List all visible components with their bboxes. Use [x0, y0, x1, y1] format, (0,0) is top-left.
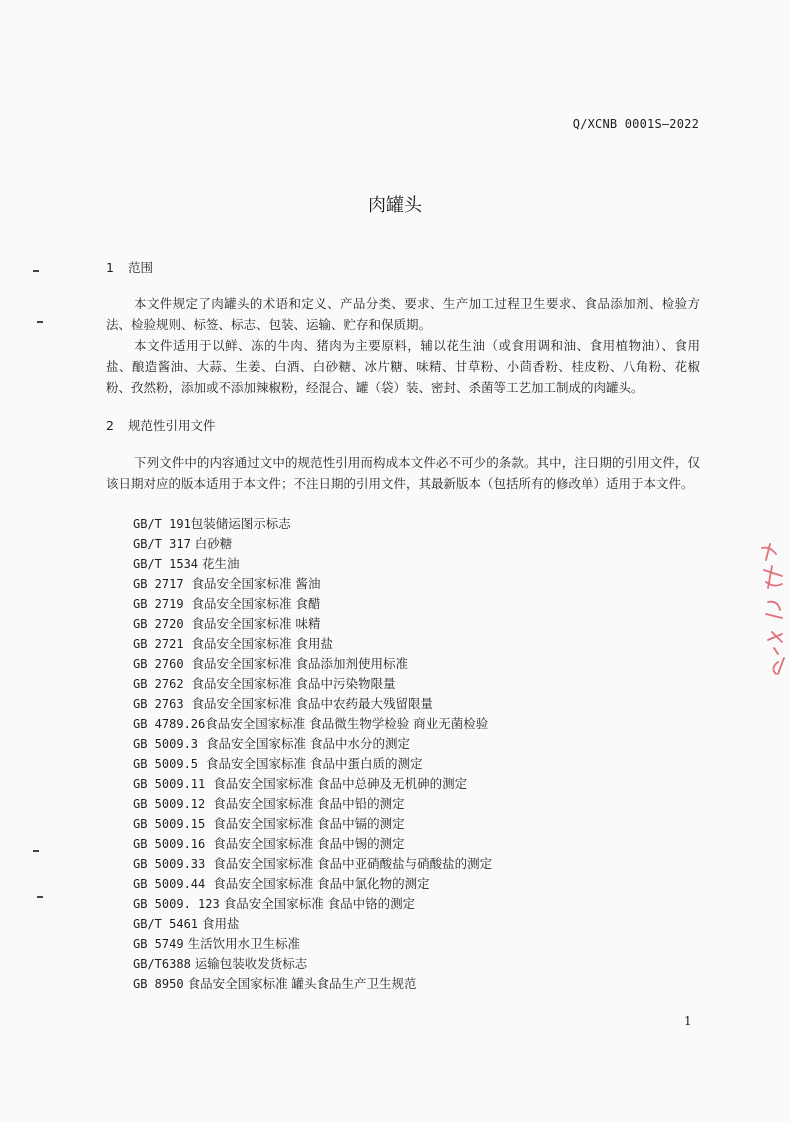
reference-code: GB/T 1534 — [133, 557, 199, 571]
reference-code: GB/T 191 — [133, 517, 191, 531]
reference-item — [133, 694, 492, 714]
reference-code: GB 4789.26 — [133, 717, 206, 731]
reference-title: 食品安全国家标准 食品中水分的测定 — [205, 736, 410, 751]
section-number: 2 — [106, 418, 114, 433]
reference-title: 花生油 — [202, 556, 240, 571]
reference-separator — [198, 736, 206, 751]
references-intro-paragraph: 下列文件中的内容通过文中的规范性引用而构成本文件必不可少的条款。其中，注日期的引用文件，仅该日期对应的版本适用于本文件；不注日期的引用文件，其最新版本（包括所有的修改单）适用于本文件。 — [106, 455, 700, 491]
reference-separator — [184, 596, 192, 611]
reference-code: GB 2719 — [133, 597, 184, 611]
reference-code: GB 5009. 123 — [133, 897, 220, 911]
reference-item — [133, 734, 492, 754]
reference-item — [133, 714, 492, 734]
reference-separator — [184, 656, 192, 671]
scan-mark — [33, 270, 39, 272]
reference-code: GB 5009.16 — [133, 837, 206, 851]
reference-title: 食品安全国家标准 食品中铅的测定 — [213, 796, 405, 811]
section-title: 规范性引用文件 — [128, 418, 216, 433]
reference-code: GB 2763 — [133, 697, 184, 711]
reference-code: GB 2720 — [133, 617, 184, 631]
reference-separator — [184, 676, 192, 691]
reference-code: GB 5749 — [133, 937, 184, 951]
scan-mark — [37, 321, 43, 323]
seal-stamp-fragment — [750, 540, 790, 680]
reference-item — [133, 794, 492, 814]
page-number: 1 — [684, 1014, 692, 1028]
reference-code: GB 5009.5 — [133, 757, 199, 771]
section-heading-normative-references — [106, 416, 216, 434]
reference-item — [133, 934, 492, 954]
reference-separator — [184, 636, 192, 651]
reference-code: GB 5009.3 — [133, 737, 199, 751]
reference-title: 食品安全国家标准 食醋 — [191, 596, 321, 611]
reference-item — [133, 774, 492, 794]
reference-title: 包装储运图示标志 — [190, 516, 291, 531]
reference-separator — [184, 696, 192, 711]
document-code: Q/XCNB 0001S—2022 — [572, 117, 699, 131]
section-number: 1 — [106, 260, 114, 275]
reference-separator — [205, 776, 213, 791]
reference-title: 食品安全国家标准 食品中农药最大残留限量 — [191, 696, 434, 711]
reference-code: GB 5009.12 — [133, 797, 206, 811]
reference-title: 食品安全国家标准 味精 — [191, 616, 321, 631]
reference-code: GB 2762 — [133, 677, 184, 691]
reference-title: 食用盐 — [202, 916, 240, 931]
reference-item — [133, 834, 492, 854]
reference-title: 食品安全国家标准 食品中氯化物的测定 — [213, 876, 430, 891]
reference-item — [133, 914, 492, 934]
reference-title: 食品安全国家标准 酱油 — [191, 576, 321, 591]
reference-separator — [205, 856, 213, 871]
reference-title: 食品安全国家标准 食品中总砷及无机砷的测定 — [213, 776, 468, 791]
reference-item — [133, 614, 492, 634]
scan-mark — [37, 896, 43, 898]
reference-title: 食品安全国家标准 食用盐 — [191, 636, 334, 651]
reference-item — [133, 874, 492, 894]
reference-item — [133, 514, 492, 534]
reference-code: GB/T 317 — [133, 537, 191, 551]
reference-title: 食品安全国家标准 罐头食品生产卫生规范 — [187, 976, 417, 991]
reference-item — [133, 674, 492, 694]
scope-paragraph-2: 本文件适用于以鲜、冻的牛肉、猪肉为主要原料，辅以花生油（或食用调和油、食用植物油）、食用盐、酿造酱油、大蒜、生姜、白酒、白砂糖、冰片糖、味精、甘草粉、小茴香粉、桂皮粉、八角粉、花椒粉、孜然粉，添加或不添加辣椒粉，经混合、罐（袋）装、密封、杀菌等工艺加工制成的肉罐头。 — [106, 338, 700, 395]
reference-code: GB 2721 — [133, 637, 184, 651]
reference-item — [133, 594, 492, 614]
document-title: 肉罐头 — [368, 195, 422, 216]
reference-title: 运输包装收发货标志 — [194, 956, 308, 971]
reference-code: GB/T 5461 — [133, 917, 199, 931]
reference-title: 生活饮用水卫生标准 — [187, 936, 301, 951]
reference-code: GB 5009.33 — [133, 857, 206, 871]
reference-title: 食品安全国家标准 食品添加剂使用标准 — [191, 656, 409, 671]
reference-title: 食品安全国家标准 食品中蛋白质的测定 — [205, 756, 423, 771]
reference-title: 食品安全国家标准 食品中污染物限量 — [191, 676, 396, 691]
reference-title: 白砂糖 — [194, 536, 233, 551]
reference-item — [133, 534, 492, 554]
reference-code: GB 8950 — [133, 977, 184, 991]
reference-item — [133, 894, 492, 914]
reference-separator — [205, 836, 213, 851]
reference-item — [133, 654, 492, 674]
reference-code: GB 2760 — [133, 657, 184, 671]
reference-title: 食品安全国家标准 食品微生物学检验 商业无菌检验 — [205, 716, 489, 731]
section-title: 范围 — [128, 260, 154, 275]
reference-item — [133, 814, 492, 834]
reference-code: GB 5009.11 — [133, 777, 206, 791]
reference-item — [133, 634, 492, 654]
reference-title: 食品安全国家标准 食品中亚硝酸盐与硝酸盐的测定 — [213, 856, 493, 871]
reference-title: 食品安全国家标准 食品中锡的测定 — [213, 836, 405, 851]
reference-list — [133, 514, 492, 994]
reference-item — [133, 954, 492, 974]
reference-separator — [205, 816, 213, 831]
reference-item — [133, 574, 492, 594]
reference-item — [133, 974, 492, 994]
reference-item — [133, 854, 492, 874]
reference-title: 食品安全国家标准 食品中铬的测定 — [223, 896, 416, 911]
reference-separator — [205, 796, 213, 811]
reference-separator — [205, 876, 213, 891]
reference-title: 食品安全国家标准 食品中镉的测定 — [213, 816, 405, 831]
reference-item — [133, 754, 492, 774]
scan-mark — [33, 850, 39, 852]
section-heading-scope — [106, 258, 153, 276]
scope-paragraph-1: 本文件规定了肉罐头的术语和定义、产品分类、要求、生产加工过程卫生要求、食品添加剂、检验方法、检验规则、标签、标志、包装、运输、贮存和保质期。 — [106, 296, 700, 332]
reference-code: GB 2717 — [133, 577, 184, 591]
reference-separator — [184, 576, 192, 591]
reference-code: GB 5009.15 — [133, 817, 206, 831]
reference-item — [133, 554, 492, 574]
reference-code: GB/T6388 — [133, 957, 191, 971]
reference-separator — [184, 616, 192, 631]
reference-separator — [198, 756, 206, 771]
reference-code: GB 5009.44 — [133, 877, 206, 891]
